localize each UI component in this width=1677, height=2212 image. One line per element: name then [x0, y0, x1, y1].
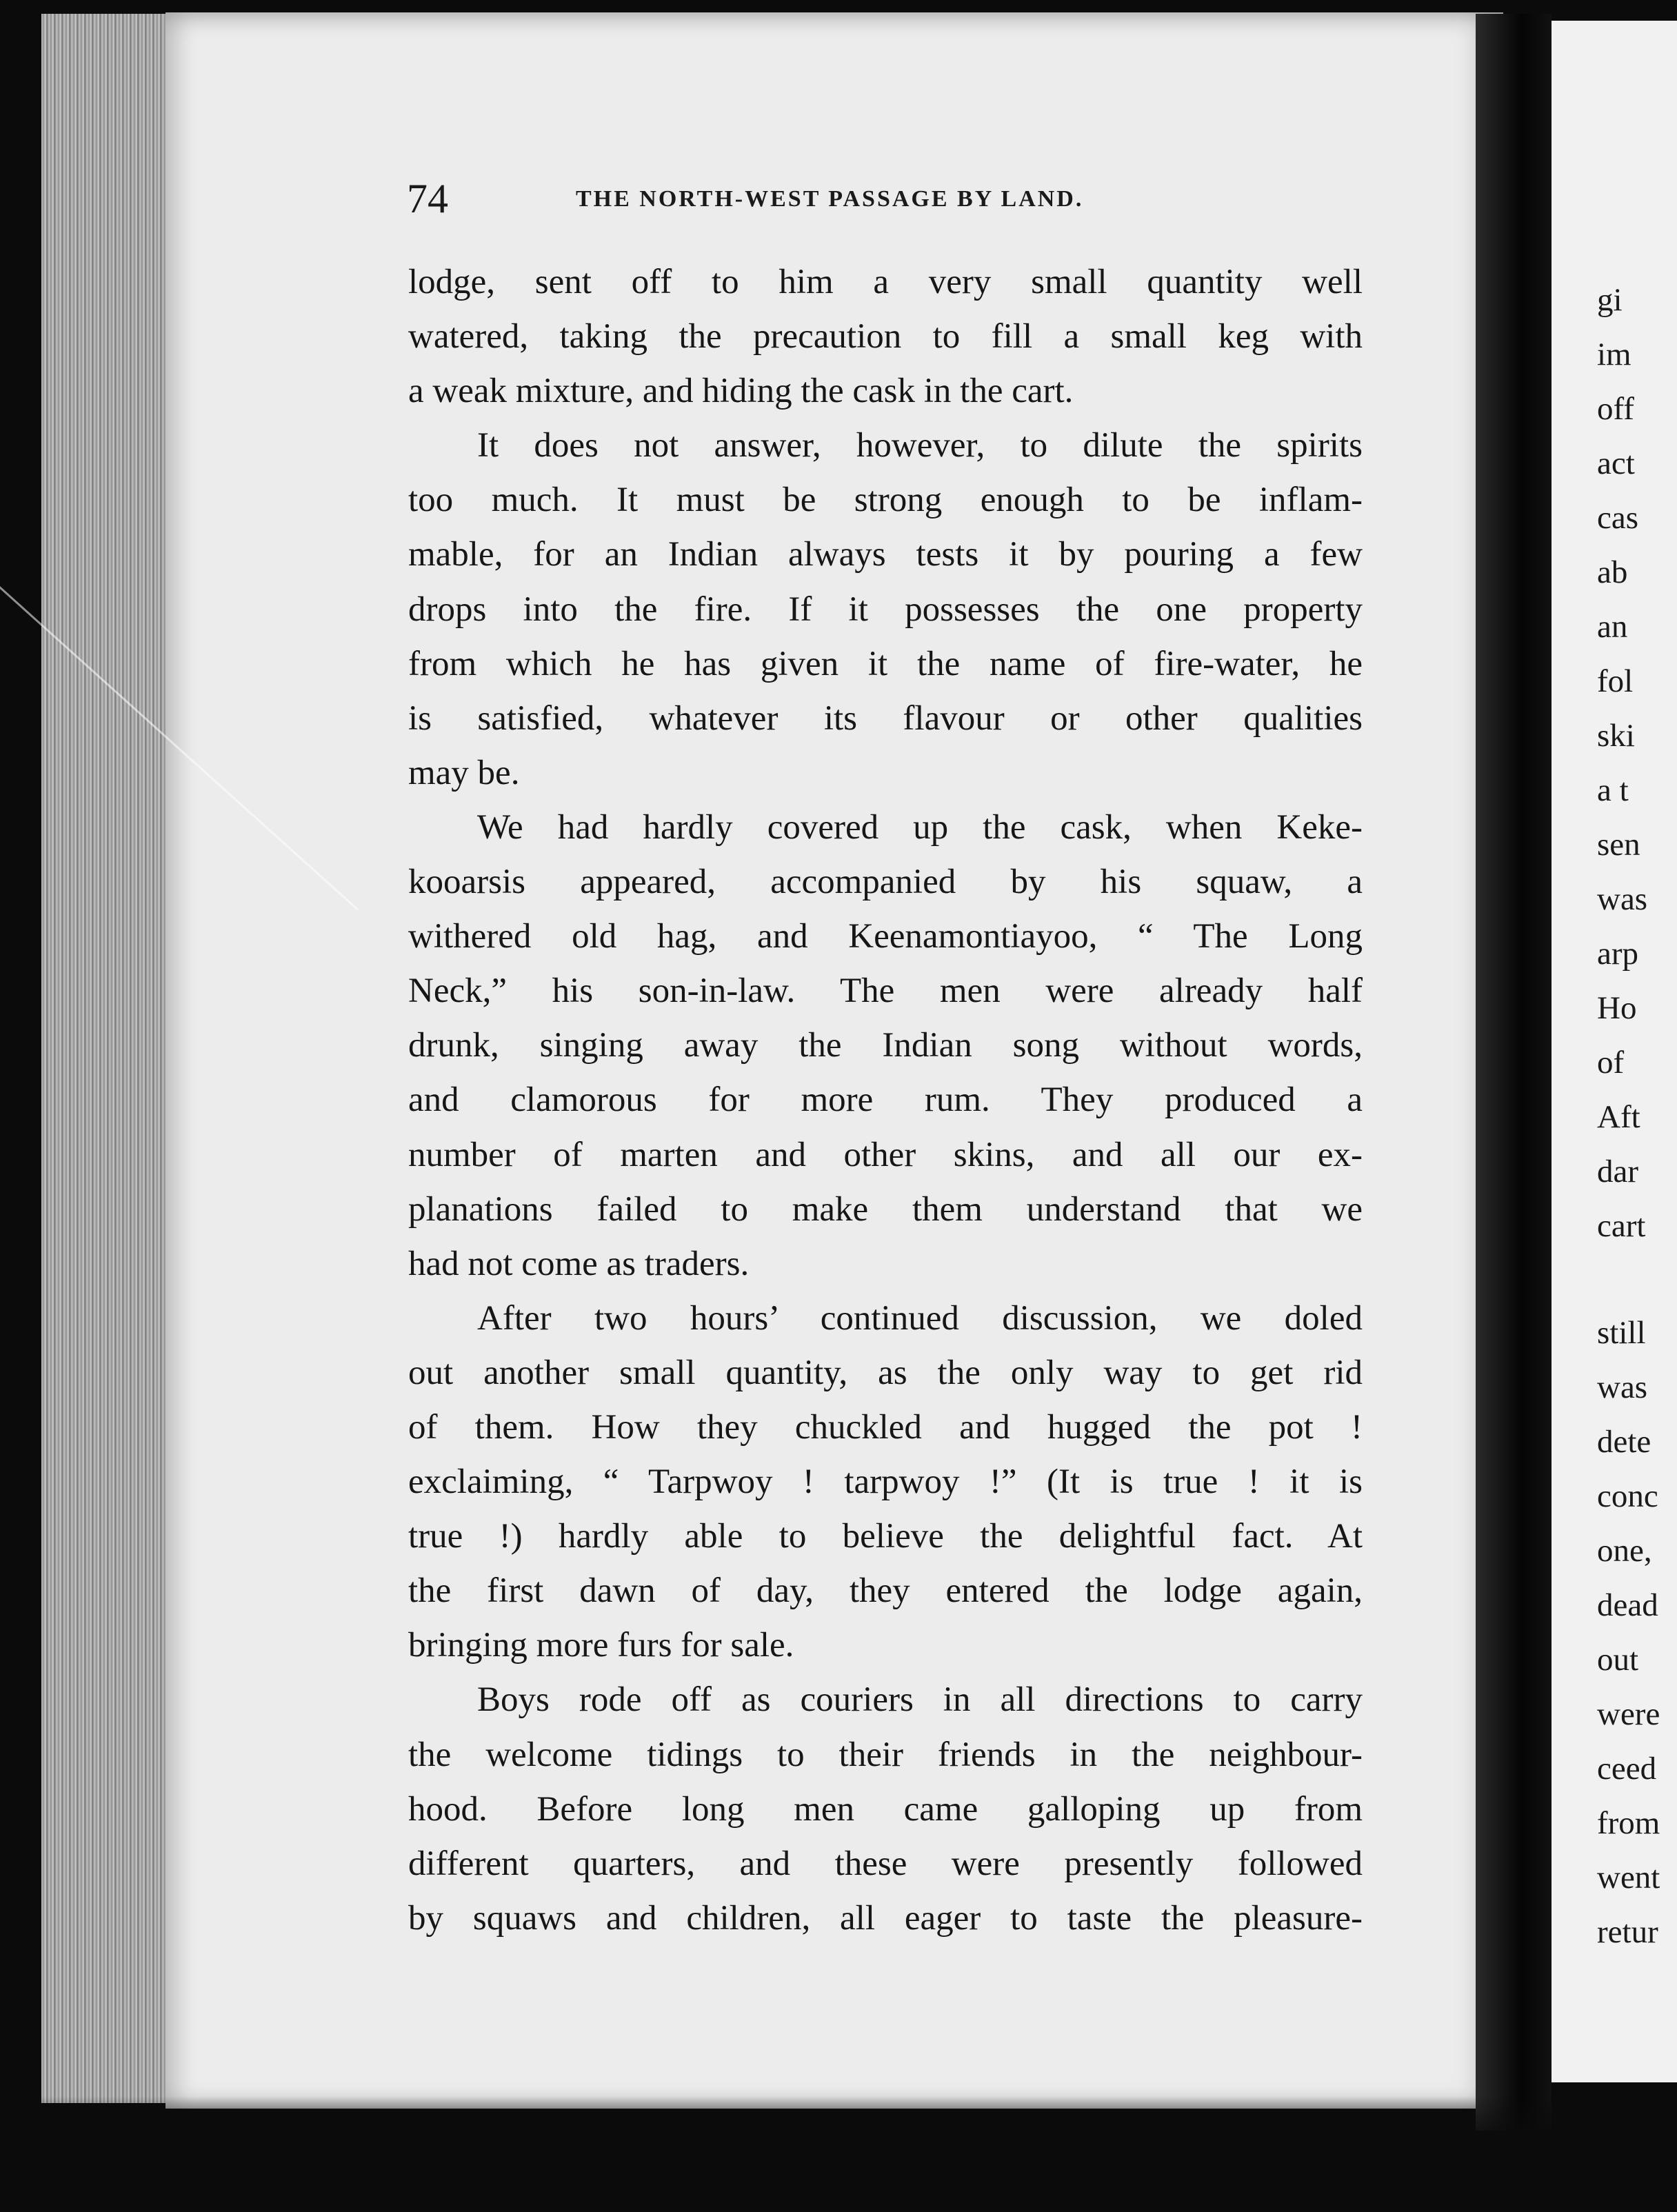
text-line: Neck,” his son-in-law. The men were already half	[408, 972, 1363, 1011]
facing-page-fragment: dead	[1597, 1587, 1658, 1623]
facing-page-fragment: cart	[1597, 1208, 1646, 1244]
text-line: had not come as traders.	[408, 1244, 750, 1283]
facing-page-fragment: from	[1597, 1805, 1660, 1841]
text-line: Boys rode off as couriers in all directions to carry	[477, 1680, 1363, 1720]
facing-page-fragment: Ho	[1597, 990, 1637, 1026]
facing-page-fragment: fol	[1597, 663, 1634, 699]
text-line: watered, taking the precaution to fill a small keg with	[408, 317, 1363, 356]
text-line: different quarters, and these were presently followed	[408, 1844, 1363, 1883]
facing-page-fragment: arp	[1597, 936, 1639, 972]
text-line: After two hours’ continued discussion, we doled	[477, 1298, 1363, 1338]
facing-page-fragment: went	[1597, 1860, 1660, 1896]
facing-page-fragment: cas	[1597, 500, 1639, 536]
facing-page-fragment: were	[1597, 1696, 1660, 1732]
facing-page-fragment: act	[1597, 445, 1635, 481]
text-line: is satisfied, whatever its flavour or other qualities	[408, 698, 1363, 738]
text-line: may be.	[408, 753, 520, 792]
facing-page-fragment: of	[1597, 1045, 1625, 1080]
text-line: the welcome tidings to their friends in the neighbour-	[408, 1735, 1363, 1774]
text-line: We had hardly covered up the cask, when Keke-	[477, 807, 1363, 847]
facing-page-fragment: ceed	[1597, 1751, 1657, 1787]
facing-page-fragment: sen	[1597, 827, 1640, 863]
text-line: lodge, sent off to him a very small quantity well	[408, 263, 1363, 301]
text-line: a weak mixture, and hiding the cask in the cart.	[408, 372, 1074, 411]
running-head: THE NORTH-WEST PASSAGE BY LAND.	[576, 186, 1084, 212]
text-line: true !) hardly able to believe the delightful fact. At	[408, 1517, 1363, 1556]
facing-page-fragment: an	[1597, 609, 1628, 645]
facing-page-fragment: retur	[1597, 1914, 1658, 1950]
facing-page-fragment: was	[1597, 1369, 1648, 1405]
body-text	[408, 255, 1363, 1946]
text-line: kooarsis appeared, accompanied by his squaw, a	[408, 863, 1363, 902]
facing-page-fragment: ab	[1597, 554, 1628, 590]
text-line: and clamorous for more rum. They produced a	[408, 1080, 1363, 1120]
page-number: 74	[407, 176, 448, 221]
text-line: hood. Before long men came galloping up from	[408, 1789, 1363, 1829]
text-line: out another small quantity, as the only way to get rid	[408, 1353, 1363, 1392]
facing-page-fragment: out	[1597, 1642, 1639, 1678]
facing-page-fragment: conc	[1597, 1478, 1658, 1514]
facing-page-fragment: ski	[1597, 718, 1635, 754]
text-line: too much. It must be strong enough to be inflam-	[408, 481, 1363, 520]
facing-page-fragment: one,	[1597, 1533, 1652, 1569]
text-line: drunk, singing away the Indian song without words,	[408, 1026, 1363, 1065]
text-line: bringing more furs for sale.	[408, 1626, 794, 1665]
text-line: planations failed to make them understand that we	[408, 1189, 1363, 1229]
facing-page-fragment: dete	[1597, 1424, 1651, 1460]
page-edges-stack	[41, 14, 172, 2103]
facing-page-fragment: im	[1597, 336, 1631, 372]
facing-page-fragment: gi	[1597, 282, 1623, 318]
text-line: by squaws and children, all eager to taste the pleasure-	[408, 1898, 1363, 1938]
gutter-shadow	[1476, 14, 1552, 2131]
text-line: from which he has given it the name of fire-water, he	[408, 644, 1363, 683]
bottom-shadow	[0, 2096, 1677, 2212]
facing-page-fragment: was	[1597, 881, 1648, 917]
facing-page-fragment: still	[1597, 1315, 1646, 1351]
text-line: of them. How they chuckled and hugged the pot !	[408, 1407, 1363, 1447]
text-line: withered old hag, and Keenamontiayoo, “ The Long	[408, 917, 1363, 956]
text-line: number of marten and other skins, and all our ex-	[408, 1135, 1363, 1174]
facing-page-fragment: a t	[1597, 772, 1629, 808]
page-header	[407, 178, 1345, 226]
facing-page-fragment: off	[1597, 391, 1634, 427]
text-line: It does not answer, however, to dilute the spirits	[477, 426, 1363, 465]
text-line: drops into the fire. If it possesses the one property	[408, 590, 1363, 629]
text-line: mable, for an Indian always tests it by pouring a few	[408, 535, 1363, 574]
facing-page-fragment: dar	[1597, 1154, 1639, 1189]
facing-page-fragment: Aft	[1597, 1099, 1640, 1135]
text-line: exclaiming, “ Tarpwoy ! tarpwoy !” (It is true ! it is	[408, 1462, 1363, 1502]
text-line: the first dawn of day, they entered the lodge again,	[408, 1571, 1363, 1611]
